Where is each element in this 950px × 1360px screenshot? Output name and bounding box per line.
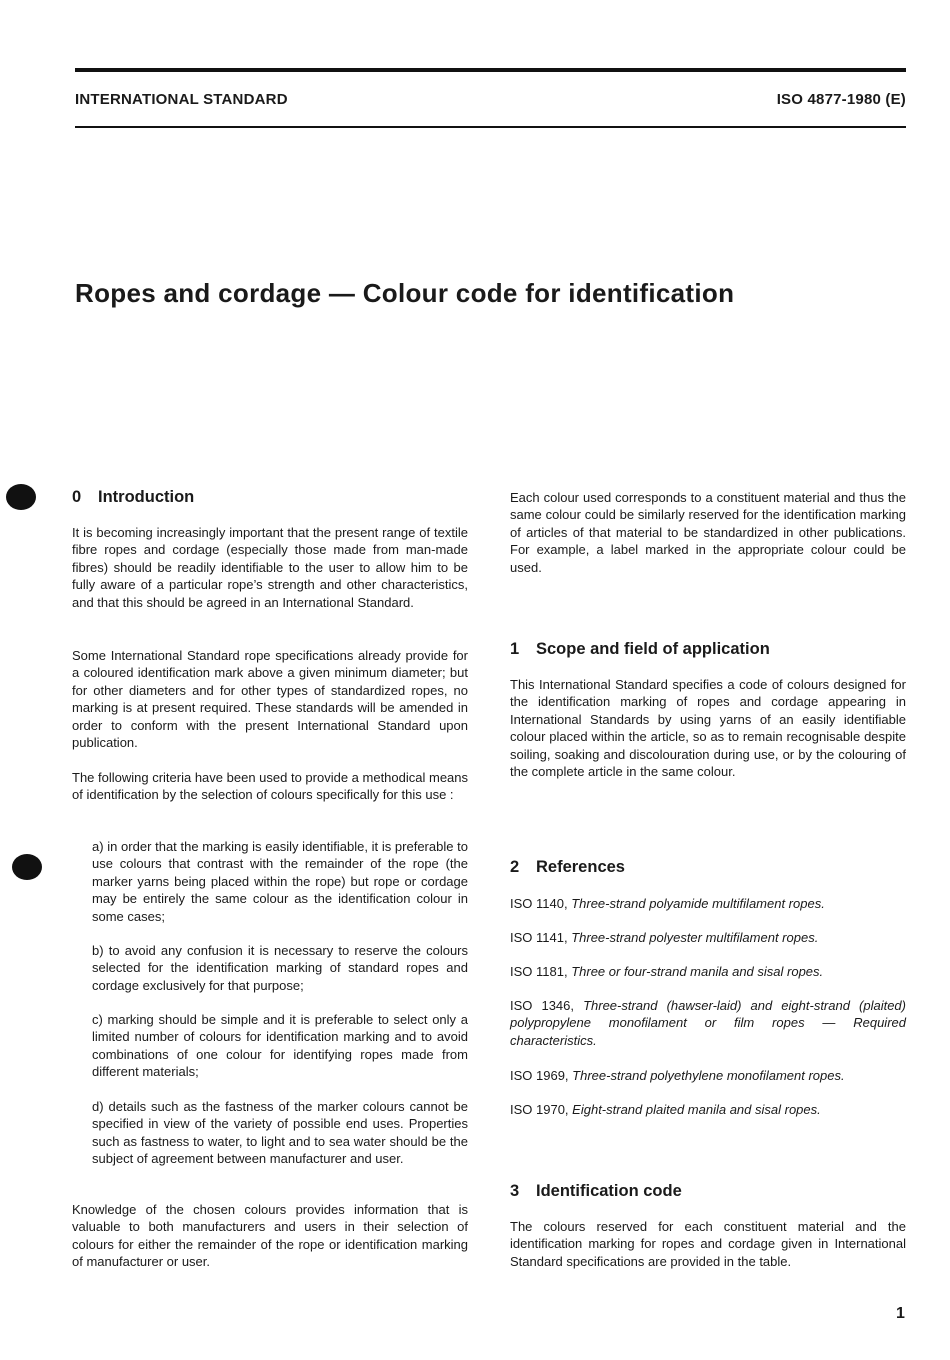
intro-paragraph-1: It is becoming increasingly important that the present range of textile fibre ropes and cordage (especially those made from man-made fibres) should be readily identifiable to the user to allow him to be fully aware of a particular rope’s strength and other characteristics, and that this should be agreed in an International Standard. [72,525,468,610]
scope-paragraph: This International Standard specifies a code of colours designed for the identification marking of ropes and cordage appearing in International Standards by using yarns of an easily identifiable colour placed within the article, so as to remain recognisable despite soiling, soaking and discolouration during use, or by the colouring of the complete article in the same colour. [510,677,906,780]
reference-item [510,1067,906,1084]
intro-paragraph-5: Each colour used corresponds to a constituent material and thus the same colour could be similarly reserved for the identification marking of articles of that material to be standardized in other publications. For example, a label marked in the appropriate colour could be used. [510,490,906,575]
reference-item [510,929,906,946]
criteria-item-c: c) marking should be simple and it is preferable to select only a limited number of colours for identification marking and to avoid combinations of one colour for identifying ropes made from different materials; [92,1012,468,1080]
header-top-rule [75,68,906,72]
page-title: Ropes and cordage — Colour code for identification [75,278,735,308]
reference-code: ISO 1181, [510,964,568,979]
punch-hole-mark [6,484,36,510]
reference-title: Three-strand (hawser-laid) and eight-strand (plaited) polypropylene monofilament or film ropes — Required characteristics. [510,998,906,1048]
header-standard-label: INTERNATIONAL STANDARD [75,91,288,108]
punch-hole-mark [12,854,42,880]
reference-code: ISO 1346, [510,998,574,1013]
reference-code: ISO 1969, [510,1068,569,1083]
reference-title: Three or four-strand manila and sisal ropes. [571,964,824,979]
section-number: 0 [72,488,82,506]
reference-code: ISO 1140, [510,896,568,911]
section-heading-references [510,858,625,877]
section-heading-identification-code [510,1182,682,1201]
section-number: 1 [510,640,520,658]
header-bottom-rule [75,126,906,128]
section-title: References [536,858,625,876]
page-number: 1 [896,1305,905,1322]
intro-paragraph-3: The following criteria have been used to provide a methodical means of identification by the selection of colours specifically for this use : [72,770,469,803]
section-number: 3 [510,1182,520,1200]
section-title: Identification code [536,1182,682,1200]
reference-item [510,997,906,1049]
reference-title: Three-strand polyamide multifilament ropes. [571,896,825,911]
intro-paragraph-2: Some International Standard rope specifications already provide for a coloured identification mark above a given minimum diameter; but for other diameters and for other types of standardized ropes, no marking is at present required. These standards will be amended in order to conform with the present International Standard upon publication. [72,648,468,751]
criteria-item-b: b) to avoid any confusion it is necessary to reserve the colours selected for the identification marking of standard ropes and cordage exclusively for that purpose; [92,943,468,993]
section-heading-scope [510,640,770,659]
reference-item [510,963,906,980]
reference-title: Three-strand polyethylene monofilament ropes. [572,1068,845,1083]
section-number: 2 [510,858,520,876]
reference-item [510,895,906,912]
reference-title: Eight-strand plaited manila and sisal ropes. [572,1102,821,1117]
section-title: Scope and field of application [536,640,770,658]
reference-code: ISO 1141, [510,930,568,945]
section-heading-introduction [72,488,194,507]
reference-item [510,1101,906,1118]
reference-code: ISO 1970, [510,1102,569,1117]
criteria-item-a: a) in order that the marking is easily identifiable, it is preferable to use colours that contrast with the remainder of the rope (the marker yarns being placed within the rope) but rope or cordage may be entirely the same colour as the identification colour in some cases; [92,839,468,924]
criteria-item-d: d) details such as the fastness of the marker colours cannot be specified in view of the variety of possible end uses. Properties such as fastness to water, to light and to sea water should be the subject of agreement between manufacturer and user. [92,1099,468,1167]
reference-title: Three-strand polyester multifilament ropes. [571,930,819,945]
intro-paragraph-4: Knowledge of the chosen colours provides information that is valuable to both manufacturers and users in their selection of colours for either the remainder of the rope or identification marking of manufacturer or user. [72,1202,468,1270]
identification-code-paragraph: The colours reserved for each constituent material and the identification marking for ropes and cordage given in International Standard specifications are provided in the table. [510,1219,906,1269]
header-standard-number: ISO 4877-1980 (E) [776,91,906,108]
section-title: Introduction [98,488,195,506]
